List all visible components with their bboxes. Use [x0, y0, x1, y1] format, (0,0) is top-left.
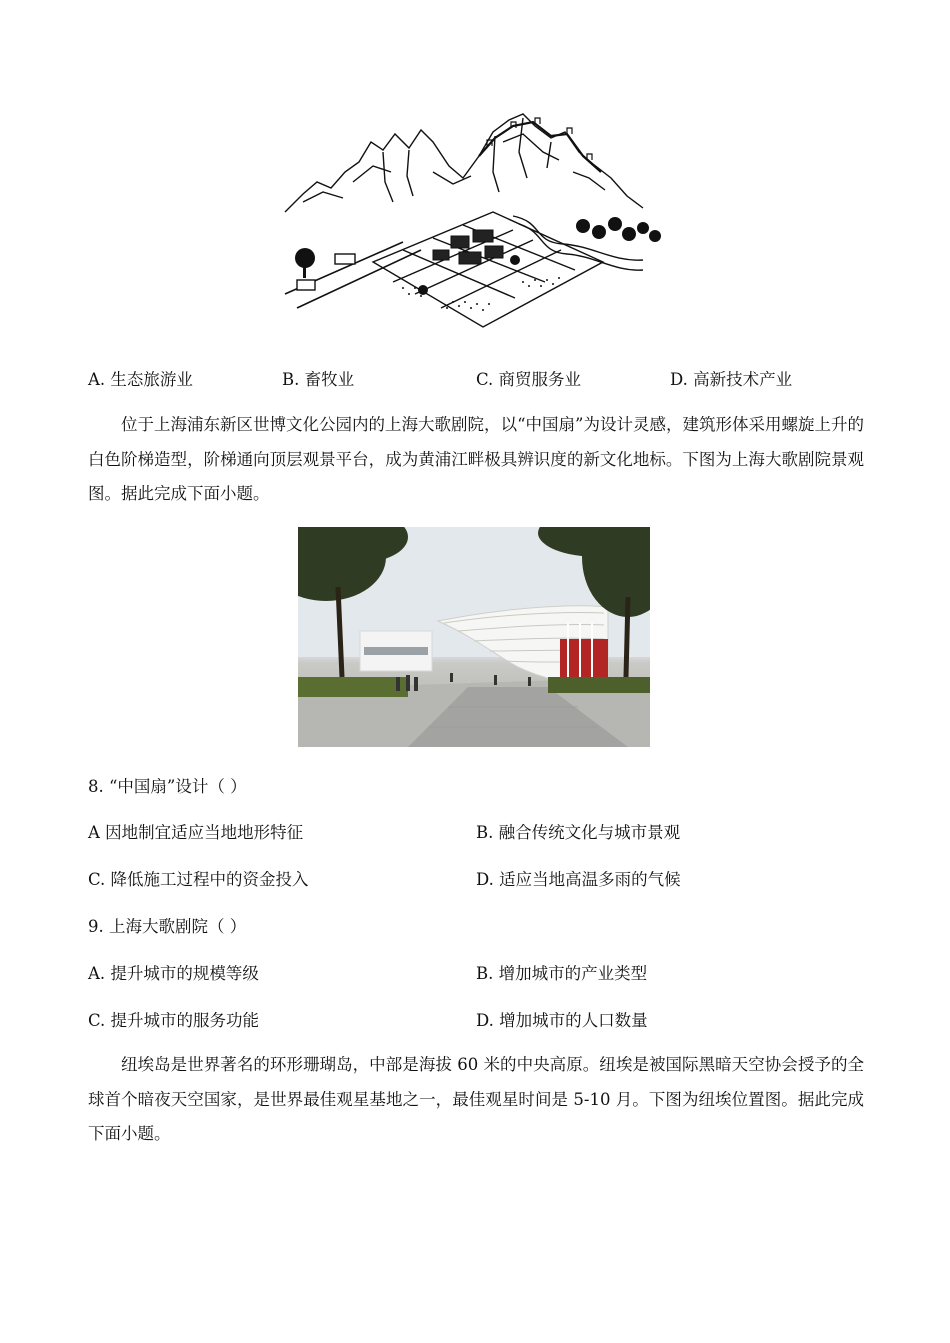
- passage-niue: 纽埃岛是世界著名的环形珊瑚岛，中部是海拔 60 米的中央高原。纽埃是被国际黑暗天空协会授予的全球首个暗夜天空国家，是世界最佳观星基地之一，最佳观星时间是 5-10 月。下图为纽埃位置图。据此完成下面小题。: [88, 1055, 864, 1143]
- q9-stem: 9. 上海大歌剧院（ ）: [88, 917, 247, 936]
- q8-option-d: D. 适应当地高温多雨的气候: [476, 870, 681, 889]
- q8-option-a: A 因地制宜适应当地地形特征: [88, 823, 304, 842]
- village-great-wall-illustration: [283, 112, 670, 342]
- q9-option-d: D. 增加城市的人口数量: [476, 1011, 648, 1030]
- q7-option-c: C. 商贸服务业: [476, 370, 582, 389]
- q9-option-a: A. 提升城市的规模等级: [88, 964, 259, 983]
- q8-stem: 8. “中国扇”设计（ ）: [88, 777, 247, 796]
- q7-option-a: A. 生态旅游业: [88, 370, 193, 389]
- q8-option-c: C. 降低施工过程中的资金投入: [88, 870, 309, 889]
- passage-opera-house: 位于上海浦东新区世博文化公园内的上海大歌剧院，以“中国扇”为设计灵感，建筑形体采用螺旋上升的白色阶梯造型，阶梯通向顶层观景平台，成为黄浦江畔极具辨识度的新文化地标。下图为上海大歌剧院景观图。据此完成下面小题。: [88, 415, 864, 503]
- opera-house-photo: [298, 527, 650, 747]
- q9-option-c: C. 提升城市的服务功能: [88, 1011, 260, 1030]
- q9-option-b: B. 增加城市的产业类型: [476, 964, 648, 983]
- q7-option-b: B. 畜牧业: [282, 370, 355, 389]
- q7-option-d: D. 高新技术产业: [670, 370, 793, 389]
- q8-option-b: B. 融合传统文化与城市景观: [476, 823, 681, 842]
